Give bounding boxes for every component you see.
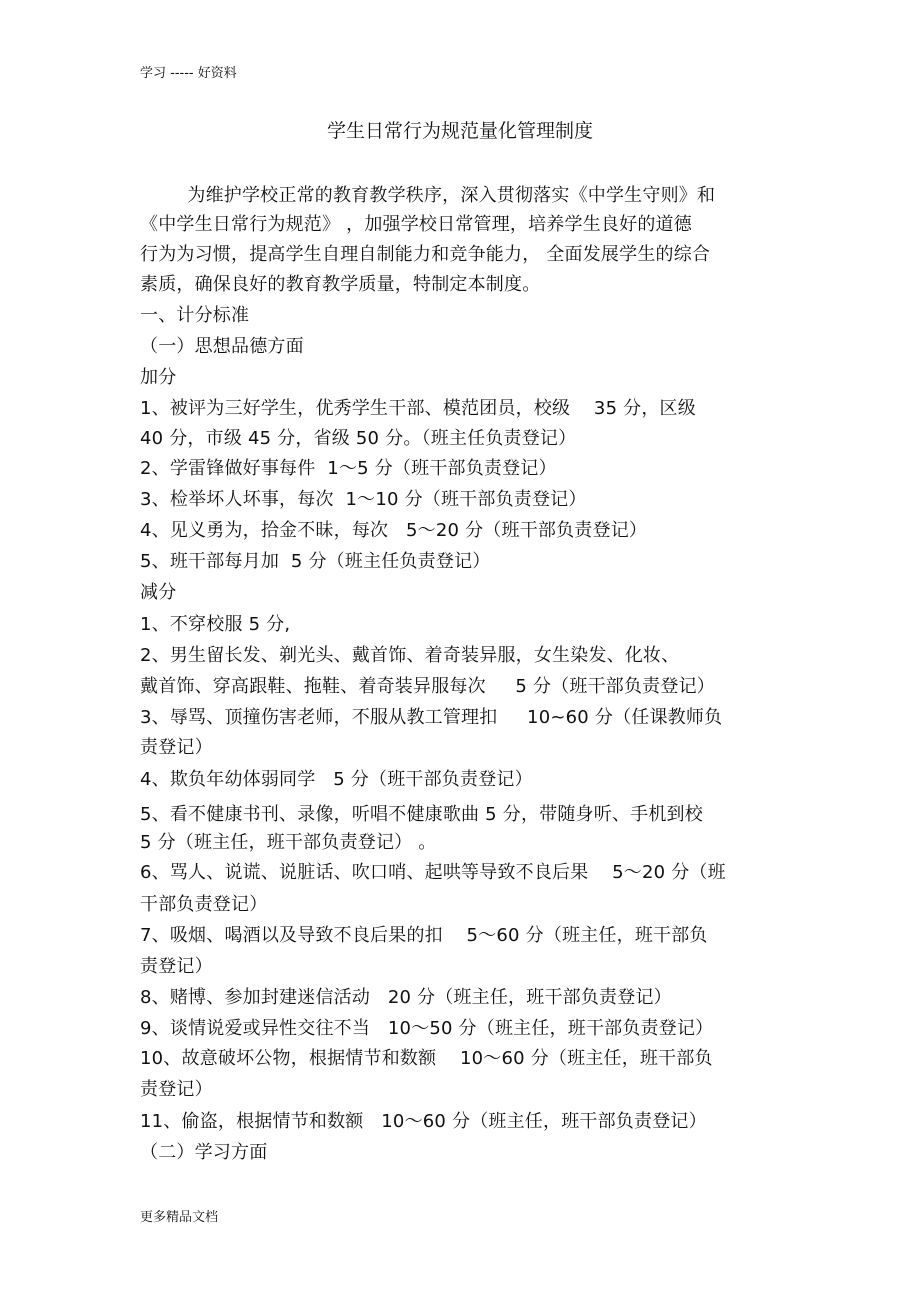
deduction-item-2: 2、男生留长发、剃光头、戴首饰、着奇装异服，女生染发、化妆、	[140, 645, 680, 666]
section-heading: 一、计分标准	[140, 305, 250, 326]
deduction-item-4: 4、欺负年幼体弱同学 5 分（班干部负责登记）	[140, 769, 533, 790]
intro-line-2: 《中学生日常行为规范》 ，加强学校日常管理，培养学生良好的道德	[140, 214, 692, 235]
deduction-item-3: 3、辱骂、顶撞伤害老师，不服从教工管理扣 10~60 分（任课教师负	[140, 707, 723, 728]
deduction-item-10-cont: 责登记）	[140, 1079, 213, 1100]
deduction-item-5-cont: 5 分（班主任，班干部负责登记） 。	[140, 832, 437, 853]
bonus-item-4: 4、见义勇为，拾金不昧，每次 5～20 分（班干部负责登记）	[140, 520, 648, 541]
bonus-item-2: 2、学雷锋做好事每件 1～5 分（班干部负责登记）	[140, 458, 557, 479]
deduction-item-7-cont: 责登记）	[140, 956, 213, 977]
deduction-item-10: 10、故意破坏公物，根据情节和数额 10～60 分（班主任，班干部负	[140, 1048, 713, 1069]
deduction-item-1: 1、不穿校服 5 分,	[140, 614, 291, 635]
bonus-item-5: 5、班干部每月加 5 分（班主任负责登记）	[140, 551, 491, 572]
subsection-heading-2: （二）学习方面	[140, 1142, 268, 1163]
bonus-item-1: 1、被评为三好学生，优秀学生干部、模范团员，校级 35 分，区级	[140, 398, 696, 419]
bonus-item-1-cont: 40 分，市级 45 分，省级 50 分。（班主任负责登记）	[140, 428, 577, 449]
deduction-item-3-cont: 责登记）	[140, 737, 213, 758]
intro-line-1: 为维护学校正常的教育教学秩序，深入贯彻落实《中学生守则》和	[140, 185, 716, 206]
deduction-item-9: 9、谈情说爱或异性交往不当 10～50 分（班主任，班干部负责登记）	[140, 1018, 714, 1039]
deduction-heading: 减分	[140, 582, 177, 603]
deduction-item-2-cont: 戴首饰、穿高跟鞋、拖鞋、着奇装异服每次 5 分（班干部负责登记）	[140, 676, 715, 697]
deduction-item-5: 5、看不健康书刊、录像，听唱不健康歌曲 5 分，带随身听、手机到校	[140, 804, 703, 825]
deduction-item-7: 7、吸烟、喝酒以及导致不良后果的扣 5～60 分（班主任，班干部负	[140, 925, 708, 946]
page-header-note: 学习 ----- 好资料	[140, 66, 237, 81]
deduction-item-6-cont: 干部负责登记）	[140, 894, 268, 915]
deduction-item-8: 8、赌博、参加封建迷信活动 20 分（班主任，班干部负责登记）	[140, 987, 672, 1008]
subsection-heading: （一）思想品德方面	[140, 336, 304, 357]
intro-line-3: 行为为习惯，提高学生自理自制能力和竞争能力， 全面发展学生的综合	[140, 244, 711, 265]
bonus-item-3: 3、检举坏人坏事，每次 1～10 分（班干部负责登记）	[140, 489, 587, 510]
intro-line-4: 素质，确保良好的教育教学质量，特制定本制度。	[140, 274, 541, 295]
deduction-item-6: 6、骂人、说谎、说脏话、吹口哨、起哄等导致不良后果 5～20 分（班	[140, 862, 726, 883]
page-footer-note: 更多精品文档	[140, 1210, 219, 1225]
bonus-heading: 加分	[140, 367, 177, 388]
deduction-item-11: 11、偷盗，根据情节和数额 10～60 分（班主任，班干部负责登记）	[140, 1111, 707, 1132]
document-title: 学生日常行为规范量化管理制度	[326, 120, 593, 142]
